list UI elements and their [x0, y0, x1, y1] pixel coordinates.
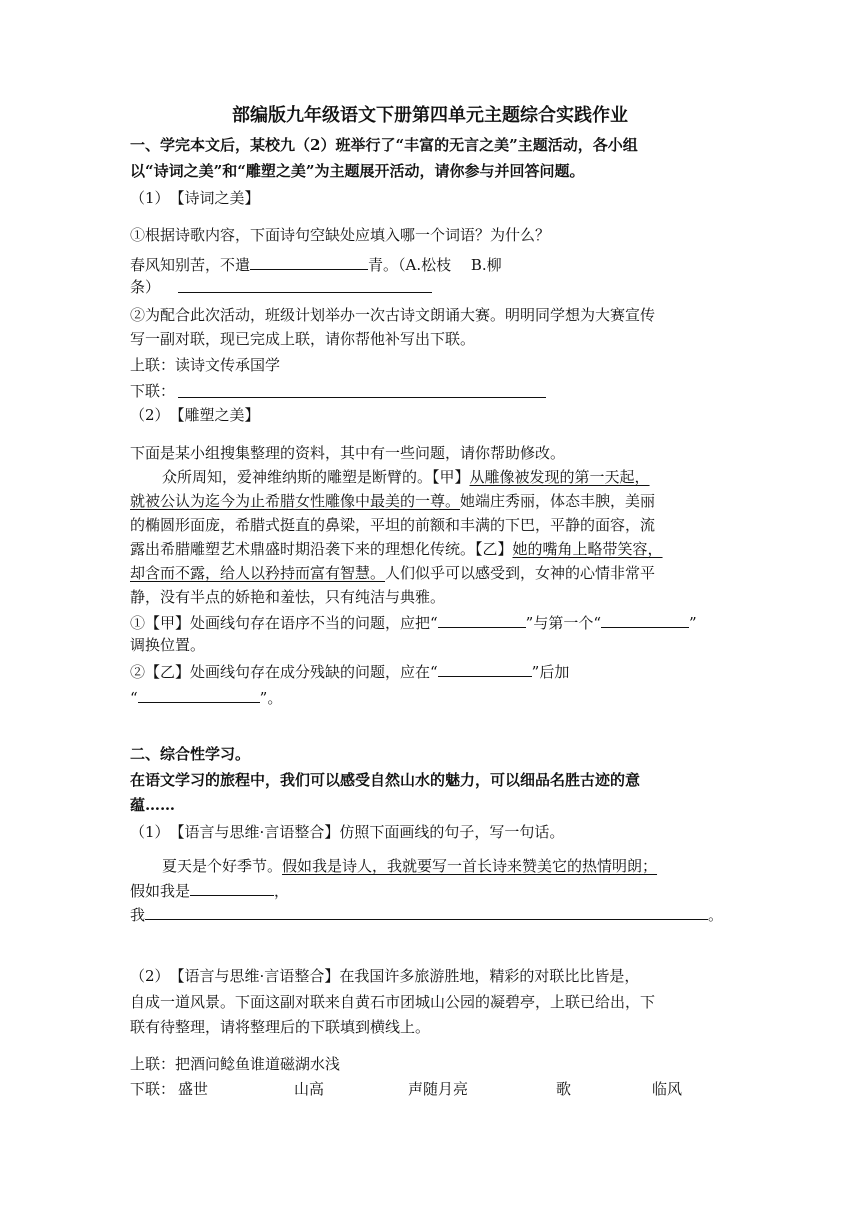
poem-continuation	[130, 277, 160, 297]
section1-intro-line2: 以“诗词之美”和“雕塑之美”为主题展开活动，请你参与并回答问题。	[130, 162, 585, 180]
scrambled-word: 歌	[556, 1080, 572, 1098]
imitation-blank1[interactable]	[190, 879, 274, 896]
underlined-sentence-jia-cont: 就被公认为迄今为止希腊女性雕像中最美的一尊。	[130, 492, 461, 510]
underlined-sentence-yi: 她的嘴角上略带笑容，	[512, 540, 663, 558]
imitation-text: 我	[130, 906, 146, 924]
question-b-line2	[130, 686, 282, 708]
passage-line6: 静，没有半点的娇艳和羞怯，只有纯洁与典雅。	[130, 588, 446, 606]
passage-line2	[130, 491, 655, 511]
question-b	[130, 660, 569, 682]
poem-cont: 条）	[130, 278, 161, 296]
part2-intro: 下面是某小组搜集整理的资料，其中有一些问题，请你帮助修改。	[130, 444, 566, 462]
section1-intro-line1: 一、学完本文后，某校九（2）班举行了“丰富的无言之美”主题活动，各小组	[130, 136, 638, 154]
part2-label: （2） 【雕塑之美】	[130, 406, 260, 424]
example-sentence	[162, 856, 657, 876]
answer-line-poem-reason[interactable]	[178, 292, 432, 293]
couplet-lower-label: 下联：	[130, 382, 176, 400]
question-b-text: “	[130, 689, 138, 707]
poem-post: 青。（A.松枝 B.柳	[368, 256, 502, 274]
question-a-text: ”	[689, 614, 697, 632]
answer-blank-b1[interactable]	[438, 660, 532, 677]
poem-line	[130, 253, 502, 275]
section2-intro-line1: 在语文学习的旅程中，我们可以感受自然山水的魅力，可以细品名胜古迹的意	[130, 771, 641, 789]
passage-line5	[130, 563, 655, 583]
scrambled-word: 声随月亮	[408, 1080, 469, 1098]
question-b-text: ”。	[259, 689, 283, 707]
question-a	[130, 611, 697, 633]
imitation-text: ，	[274, 882, 290, 900]
question-1: ①根据诗歌内容，下面诗句空缺处应填入哪一个词语？为什么？	[130, 226, 551, 244]
passage-text: 人们似乎可以感受到，女神的心情非常平	[385, 564, 656, 582]
answer-blank-a2[interactable]	[601, 611, 689, 628]
page-title: 部编版九年级语文下册第四单元主题综合实践作业	[232, 105, 628, 126]
couplet2-lower-label: 下联：	[130, 1080, 176, 1098]
question-2-line2: 写一副对联，现已完成上联，请你帮他补写出下联。	[130, 330, 476, 348]
imitation-line1	[130, 879, 289, 901]
question-a-text: ①【甲】处画线句存在语序不当的问题，应把“	[130, 614, 438, 632]
question-a-line2: 调换位置。	[130, 636, 206, 654]
part1-label: （1） 【诗词之美】	[130, 189, 260, 207]
section2-part2-line1: （2） 【语言与思维·言语整合】在我国许多旅游胜地，精彩的对联比比皆是，	[130, 967, 640, 985]
answer-line-lower-couplet[interactable]	[178, 397, 546, 398]
underlined-sentence-jia: 从雕像被发现的第一天起，	[469, 468, 650, 486]
poem-blank[interactable]	[250, 253, 368, 270]
answer-blank-a1[interactable]	[438, 611, 526, 628]
section2-heading: 二、综合性学习。	[130, 745, 251, 763]
section2-part2-line2: 自成一道风景。下面这副对联来自黄石市团城山公园的凝碧亭，上联已给出，下	[130, 993, 656, 1011]
question-b-text: ”后加	[531, 663, 570, 681]
scrambled-word: 山高	[294, 1080, 325, 1098]
imitation-blank2[interactable]	[145, 903, 708, 920]
passage-text: 众所周知，爱神维纳斯的雕塑是断臂的。【甲】	[162, 468, 470, 486]
couplet-upper: 上联：读诗文传承国学	[130, 356, 281, 374]
question-b-text: ②【乙】处画线句存在成分残缺的问题，应在“	[130, 663, 438, 681]
section2-intro-line2: 蕴……	[130, 796, 176, 814]
imitation-line2	[130, 903, 723, 925]
example-text: 夏天是个好季节。	[162, 857, 283, 875]
passage-line4	[130, 539, 663, 559]
section2-part1-label: （1） 【语言与思维·言语整合】仿照下面画线的句子，写一句话。	[130, 823, 565, 841]
scrambled-word: 盛世	[178, 1080, 209, 1098]
section2-part2-line3: 联有待整理，请将整理后的下联填到横线上。	[130, 1018, 431, 1036]
imitation-text: 。	[708, 906, 724, 924]
question-a-text: ”与第一个“	[525, 614, 602, 632]
couplet2-upper: 上联：把酒问鲶鱼谁道磁湖水浅	[130, 1055, 341, 1073]
question-2-line1: ②为配合此次活动，班级计划举办一次古诗文朗诵大赛。明明同学想为大赛宣传	[130, 306, 656, 324]
imitation-text: 假如我是	[130, 882, 191, 900]
passage-line3: 的椭圆形面庞，希腊式挺直的鼻梁，平坦的前额和丰满的下巴，平静的面容，流	[130, 516, 656, 534]
passage-text: 她端庄秀丽，体态丰腴，美丽	[460, 492, 656, 510]
poem-pre: 春风知别苦，不遣	[130, 256, 251, 274]
passage-text: 露出希腊雕塑艺术鼎盛时期沿袭下来的理想化传统。【乙】	[130, 540, 513, 558]
underlined-sentence-yi-cont: 却含而不露，给人以矜持而富有智慧。	[130, 564, 386, 582]
underlined-example: 假如我是诗人，我就要写一首长诗来赞美它的热情明朗；	[282, 857, 658, 875]
scrambled-word: 临风	[652, 1080, 683, 1098]
passage-line1	[162, 467, 650, 487]
answer-blank-b2[interactable]	[138, 686, 260, 703]
